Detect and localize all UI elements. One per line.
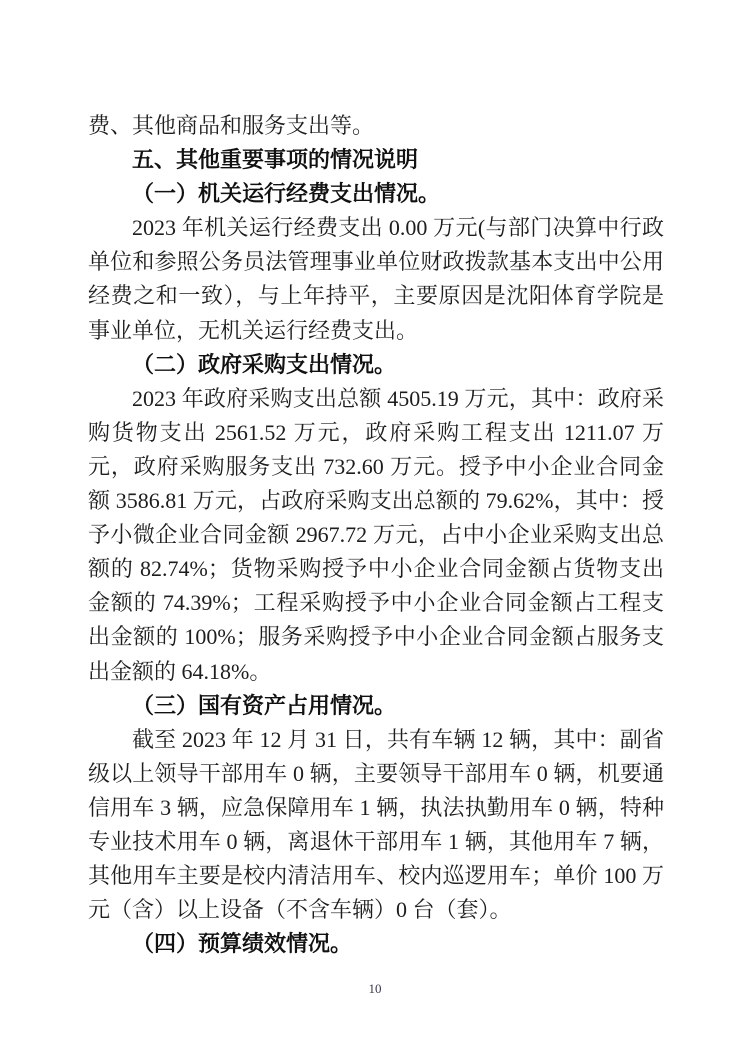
heading-section-5-other-important-matters: 五、其他重要事项的情况说明 xyxy=(132,147,419,173)
heading-subsection-1-agency-operating-expenses: （一）机关运行经费支出情况。 xyxy=(132,181,441,207)
heading-subsection-2-government-procurement: （二）政府采购支出情况。 xyxy=(132,351,397,377)
paragraph-agency-operating-expenses: 2023 年机关运行经费支出 0.00 万元(与部门决算中行政单位和参照公务员法管理事业单位财政拨款基本支出中公用经费之和一致），与上年持平，主要原因是沈阳体育学院是事业单位，无机关运行经费支出。 xyxy=(88,215,664,343)
paragraph-government-procurement: 2023 年政府采购支出总额 4505.19 万元，其中：政府采购货物支出 2561.52 万元，政府采购工程支出 1211.07 万元，政府采购服务支出 732.60 万元。授予中小企业合同金额 3586.81 万元，占政府采购支出总额的 79.62%，其中：授予小微企业合同金额 2967.72 万元，占中小企业采购支出总额的 82.74%；货物采购授予中小企业合同金额占货物支出金额的 74.39%；工程采购授予中小企业合同金额占工程支出金额的 100%；服务采购授予中小企业合同金额占服务支出金额的 64.18%。 xyxy=(88,385,664,684)
heading-subsection-4-budget-performance: （四）预算绩效情况。 xyxy=(132,931,353,957)
page-number: 10 xyxy=(368,981,382,996)
heading-subsection-3-state-owned-assets: （三）国有资产占用情况。 xyxy=(132,692,397,718)
paragraph-carryover: 费、其他商品和服务支出等。 xyxy=(88,113,375,138)
paragraph-state-owned-assets: 截至 2023 年 12 月 31 日，共有车辆 12 辆，其中：副省级以上领导干部用车 0 辆，主要领导干部用车 0 辆，机要通信用车 3 辆，应急保障用车 1 辆，执法执勤用车 0 辆，特种专业技术用车 0 辆，离退休干部用车 1 辆，其他用车 7 辆，其他用车主要是校内清洁用车、校内巡逻用车；单价 100 万元（含）以上设备（不含车辆）0 台（套）。 xyxy=(88,726,664,923)
document-body-text xyxy=(88,109,664,961)
